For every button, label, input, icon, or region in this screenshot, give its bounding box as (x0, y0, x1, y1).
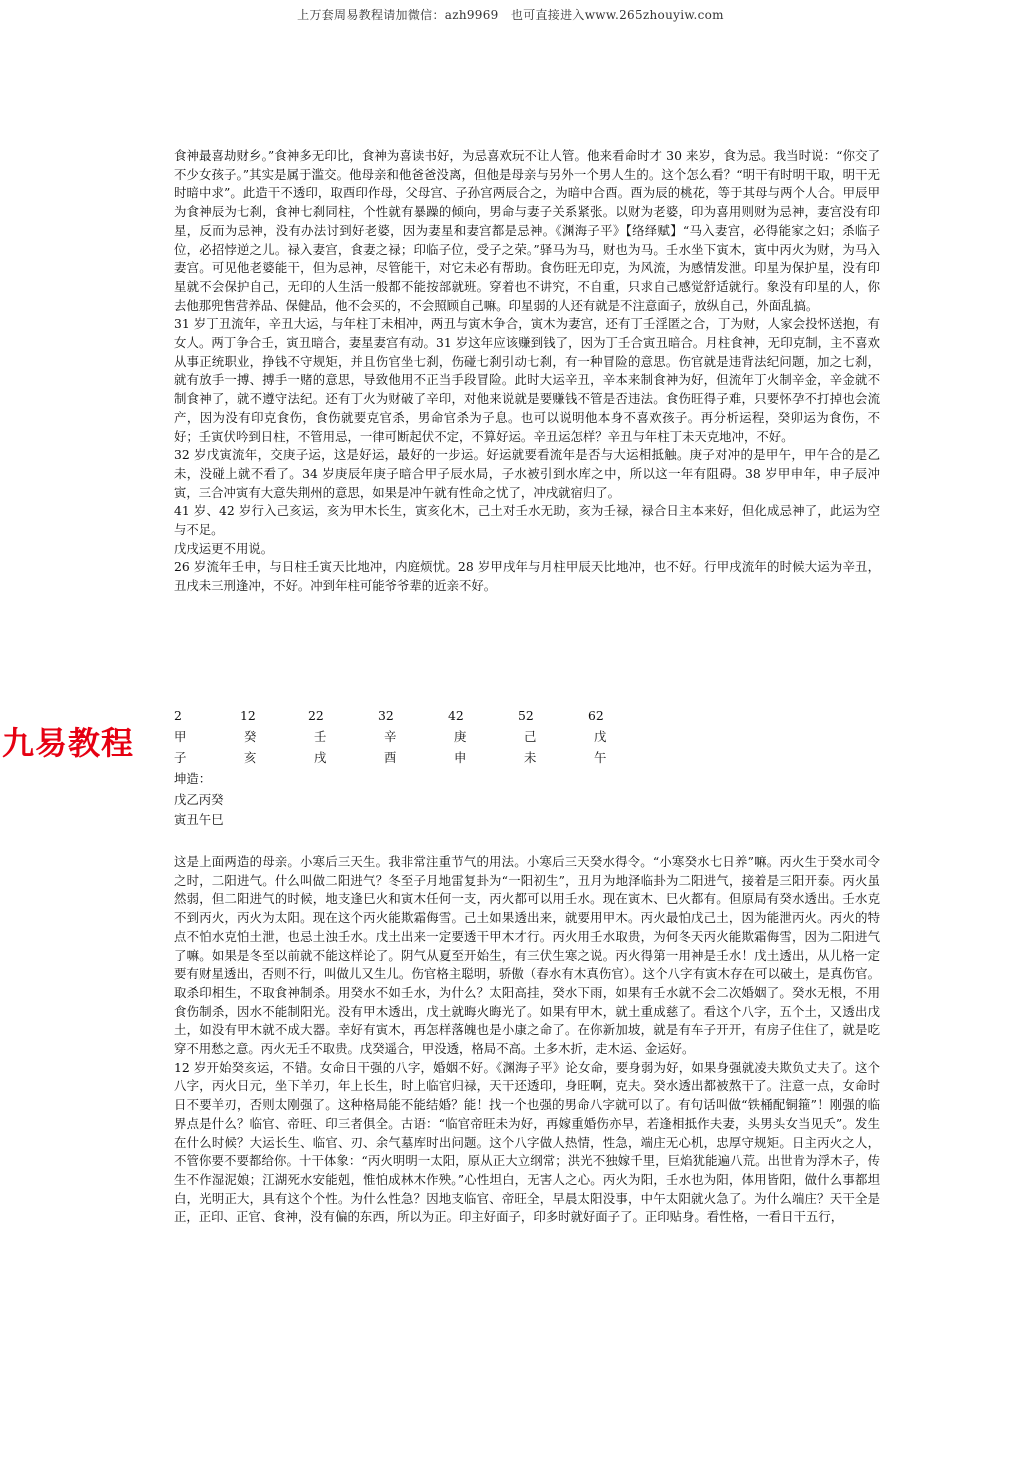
luck-branch: 亥 (244, 750, 257, 765)
luck-age: 32 (378, 708, 394, 723)
paragraph: 12 岁开始癸亥运，不错。女命日干强的八字，婚姻不好。《渊海子平》论女命，要身弱为好，如果身强就凌夫欺负丈夫了。这个八字，丙火日元，坐下羊刃，年上长生，时上临官归禄，天干还透印，身旺啊，克夫。癸水透出都被熬干了。注意一点，女命时日不要羊刃，否则太刚强了。这种格局能不能结婚？能！找一个也强的男命八字就可以了。有句话叫做“铁桶配铜箍”！刚强的临界点是什么？临官、帝旺、印三者俱全。古语：“临官帝旺未为好，再嫁重婚伤亦早，若逢相抵作夫妻，头男头女当见夭”。发生在什么时候？大运长生、临官、刃、余气墓库时出问题。这个八字做人热情，性急，端庄无心机，忠厚守规矩。日主丙火之人，不管你要不要都给你。十干体象：“丙火明明一太阳，原从正大立纲常；洪光不独嫁千里，巨焰犹能遍八荒。出世肯为浮木子，传生不作湿泥娘；江湖死水安能剋，惟怕成林木作殃。”心性坦白，无害人之心。丙火为阳，壬水也为阳，体用皆阳，做什么事都坦白，光明正大，具有这个个性。为什么性急？因地支临官、帝旺全，早晨太阳没事，中午太阳就火急了。为什么端庄？天干全是正，正印、正官、食神，没有偏的东西，所以为正。印主好面子，印多时就好面子了。正印贴身。看性格，一看日干五行， (174, 1059, 880, 1225)
paragraph: 戊戌运更不用说。 (174, 540, 274, 556)
page-header-banner: 上万套周易教程请加微信：azh9969 也可直接进入www.265zhouyiw.com (297, 8, 724, 22)
luck-stem: 甲 (174, 729, 187, 744)
luck-age: 12 (240, 708, 256, 723)
paragraph: 31 岁丁丑流年，辛丑大运，与年柱丁未相冲，两丑与寅木争合，寅木为妻宫，还有丁壬淫匿之合，丁为财，人家会投怀送抱，有女人。两丁争合壬，寅丑暗合，妻星妻宫有动。31 岁这年应该赚到钱了，因为丁壬合寅丑暗合。月柱食神，无印克制，主不喜欢从事正统职业，挣钱不守规矩，并且伤官坐七刹，伤碰七刹引动七刹，有一种冒险的意思。伤官就是违背法纪问题，加之七刹，就有放手一搏、搏手一赌的意思，导致他用不正当手段冒险。此时大运辛丑，辛本来制食神为好，但流年丁火制辛金，辛金就不制食神了，就不遵守法纪。还有丁火为财破了辛印，对他来说就是要赚钱不管是否违法。食伤旺得子难，只要怀孕不打掉也会流产，因为没有印克食伤，食伤就要克官杀，男命官杀为子息。也可以说明他本身不喜欢孩子。再分析运程，癸卯运为食伤，不好；壬寅伏吟到日柱，不管用忌，一律可断起伏不定，不算好运。辛丑运怎样？辛丑与年柱丁未天克地冲，不好。 (174, 316, 880, 444)
text-block-top (174, 147, 880, 596)
luck-age: 42 (448, 708, 464, 723)
luck-stem: 己 (524, 729, 537, 744)
luck-stems-row (174, 726, 634, 747)
luck-branch: 申 (454, 750, 467, 765)
bazi-stems: 戊乙丙癸 (174, 791, 224, 807)
luck-branch: 戌 (314, 750, 327, 765)
luck-age: 62 (588, 708, 604, 723)
text-block-bottom (174, 853, 880, 1227)
bazi-branches: 寅丑午巳 (174, 812, 224, 827)
luck-stem: 庚 (454, 729, 467, 744)
luck-branch: 子 (174, 750, 187, 765)
luck-age: 2 (174, 708, 182, 723)
luck-branch: 午 (594, 750, 607, 765)
luck-ages-row (174, 705, 634, 726)
bazi-label: 坤造： (174, 771, 212, 786)
paragraph: 41 岁、42 岁行入己亥运，亥为甲木长生，寅亥化木，己土对壬水无助，亥为壬禄，禄合日主本来好，但化成忌神了，此运为空与不足。 (174, 503, 880, 538)
luck-branches-row (174, 747, 634, 768)
luck-age: 52 (518, 708, 534, 723)
watermark-logo: 九易教程 (2, 724, 135, 762)
luck-stem: 癸 (244, 729, 257, 744)
luck-stem: 辛 (384, 729, 397, 744)
luck-stem: 戊 (594, 729, 607, 744)
luck-stem: 壬 (314, 729, 327, 744)
luck-age: 22 (308, 708, 324, 723)
luck-branch: 未 (524, 750, 537, 765)
paragraph: 这是上面两造的母亲。小寒后三天生。我非常注重节气的用法。小寒后三天癸水得令。“小寒癸水七日养”嘛。丙火生于癸水司令之时，二阳进气。什么叫做二阳进气？冬至子月地雷复卦为“一阳初生”，丑月为地泽临卦为二阳进气，接着是三阳开泰。丙火虽然弱，但二阳进气的时候，地支逢巳火和寅木任何一支，丙火都可以用壬水。现在寅木、巳火都有。但原局有癸水透出。壬水克不到丙火，丙火为太阳。现在这个丙火能欺霜侮雪。己土如果透出来，就要用甲木。丙火最怕戊己土，因为能泄丙火。丙火的特点不怕水克怕土泄，也忌土浊壬水。戊土出来一定要透干甲木才行。丙火用壬水取贵，为何冬天丙火能欺霜侮雪，因为二阳进气了嘛。如果是冬至以前就不能这样论了。阴气从夏至开始生，有三伏生寒之说。丙火得第一用神是壬水！戊土透出，从儿格一定要有财星透出，否则不行，叫做儿又生儿。伤官格主聪明，骄傲（春水有木真伤官）。这个八字有寅木存在可以破土，是真伤官。取杀印相生，不取食神制杀。用癸水不如壬水，为什么？太阳高挂，癸水下雨，如果有壬水就不会二次婚姻了。癸水无根，不用食伤制杀，因水不能制阳光。没有甲木透出，戊土就晦火晦光了。如果有甲木，就土重成慈了。看这个八字，五个土，又透出戊土，如没有甲木就不成大器。幸好有寅木，再怎样落魄也是小康之命了。在你新加坡，就是有车子开开，有房子住住了，就是吃穿不用愁之意。丙火无壬不取贵。戊癸遥合，甲没透，格局不高。土多木折，走木运、金运好。 (174, 854, 880, 1057)
paragraph: 32 岁戊寅流年，交庚子运，这是好运，最好的一步运。好运就要看流年是否与大运相抵触。庚子对冲的是甲午，甲午合的是乙未，没碰上就不看了。34 岁庚辰年庚子暗合甲子辰水局，子水被引到水库之中，所以这一年有阻碍。38 岁甲申年，申子辰冲寅，三合冲寅有大意失荆州的意思，如果是冲午就有性命之忧了，冲戌就宿归了。 (174, 447, 880, 500)
luck-branch: 酉 (384, 750, 397, 765)
bazi-chart (174, 769, 224, 831)
paragraph: 食神最喜劫财乡。”食神多无印比，食神为喜读书好，为忌喜欢玩不让人管。他来看命时才 30 来岁，食为忌。我当时说：“你交了不少女孩子。”其实是属于滥交。他母亲和他爸爸没离，但他是母亲与另外一个男人生的。这个怎么看？“明干有时明干取，明干无时暗中求”。此造干不透印，取酉印作母，父母宫、子孙宫两辰合之，为暗中合酉。酉为辰的桃花，等于其母与两个人合。甲辰甲为食神辰为七刹，食神七刹同柱，个性就有暴躁的倾向，男命与妻子关系紧张。以财为老婆，印为喜用则财为忌神，妻宫没有印星，反而为忌神，没有办法讨到好老婆，因为妻星和妻宫都是忌神。《渊海子平》【络绎赋】“马入妻宫，必得能家之妇；杀临子位，必招悖逆之儿。禄入妻宫，食妻之禄；印临子位，受子之荣。”驿马为马，财也为马。壬水坐下寅木，寅中丙火为财，为马入妻宫。可见他老婆能干，但为忌神，尽管能干，对它未必有帮助。食伤旺无印克，为风流，为感情发泄。印星为保护星，没有印星就不会保护自己，无印的人生活一般都不能按部就班。穿着也不讲究，不自重，只求自己感觉舒适就行。象没有印星的人，你去他那兜售营养品、保健品，他不会买的，不会照顾自己嘛。印星弱的人还有就是不注意面子，放纵自己，外面乱搞。 (174, 148, 880, 313)
paragraph: 26 岁流年壬申，与日柱壬寅天比地冲，内庭烦忧。28 岁甲戌年与月柱甲辰天比地冲，也不好。行甲戌流年的时候大运为辛丑，丑戌未三刑逢冲，不好。冲到年柱可能爷爷辈的近亲不好。 (174, 559, 880, 594)
luck-pillars-table (174, 705, 634, 768)
